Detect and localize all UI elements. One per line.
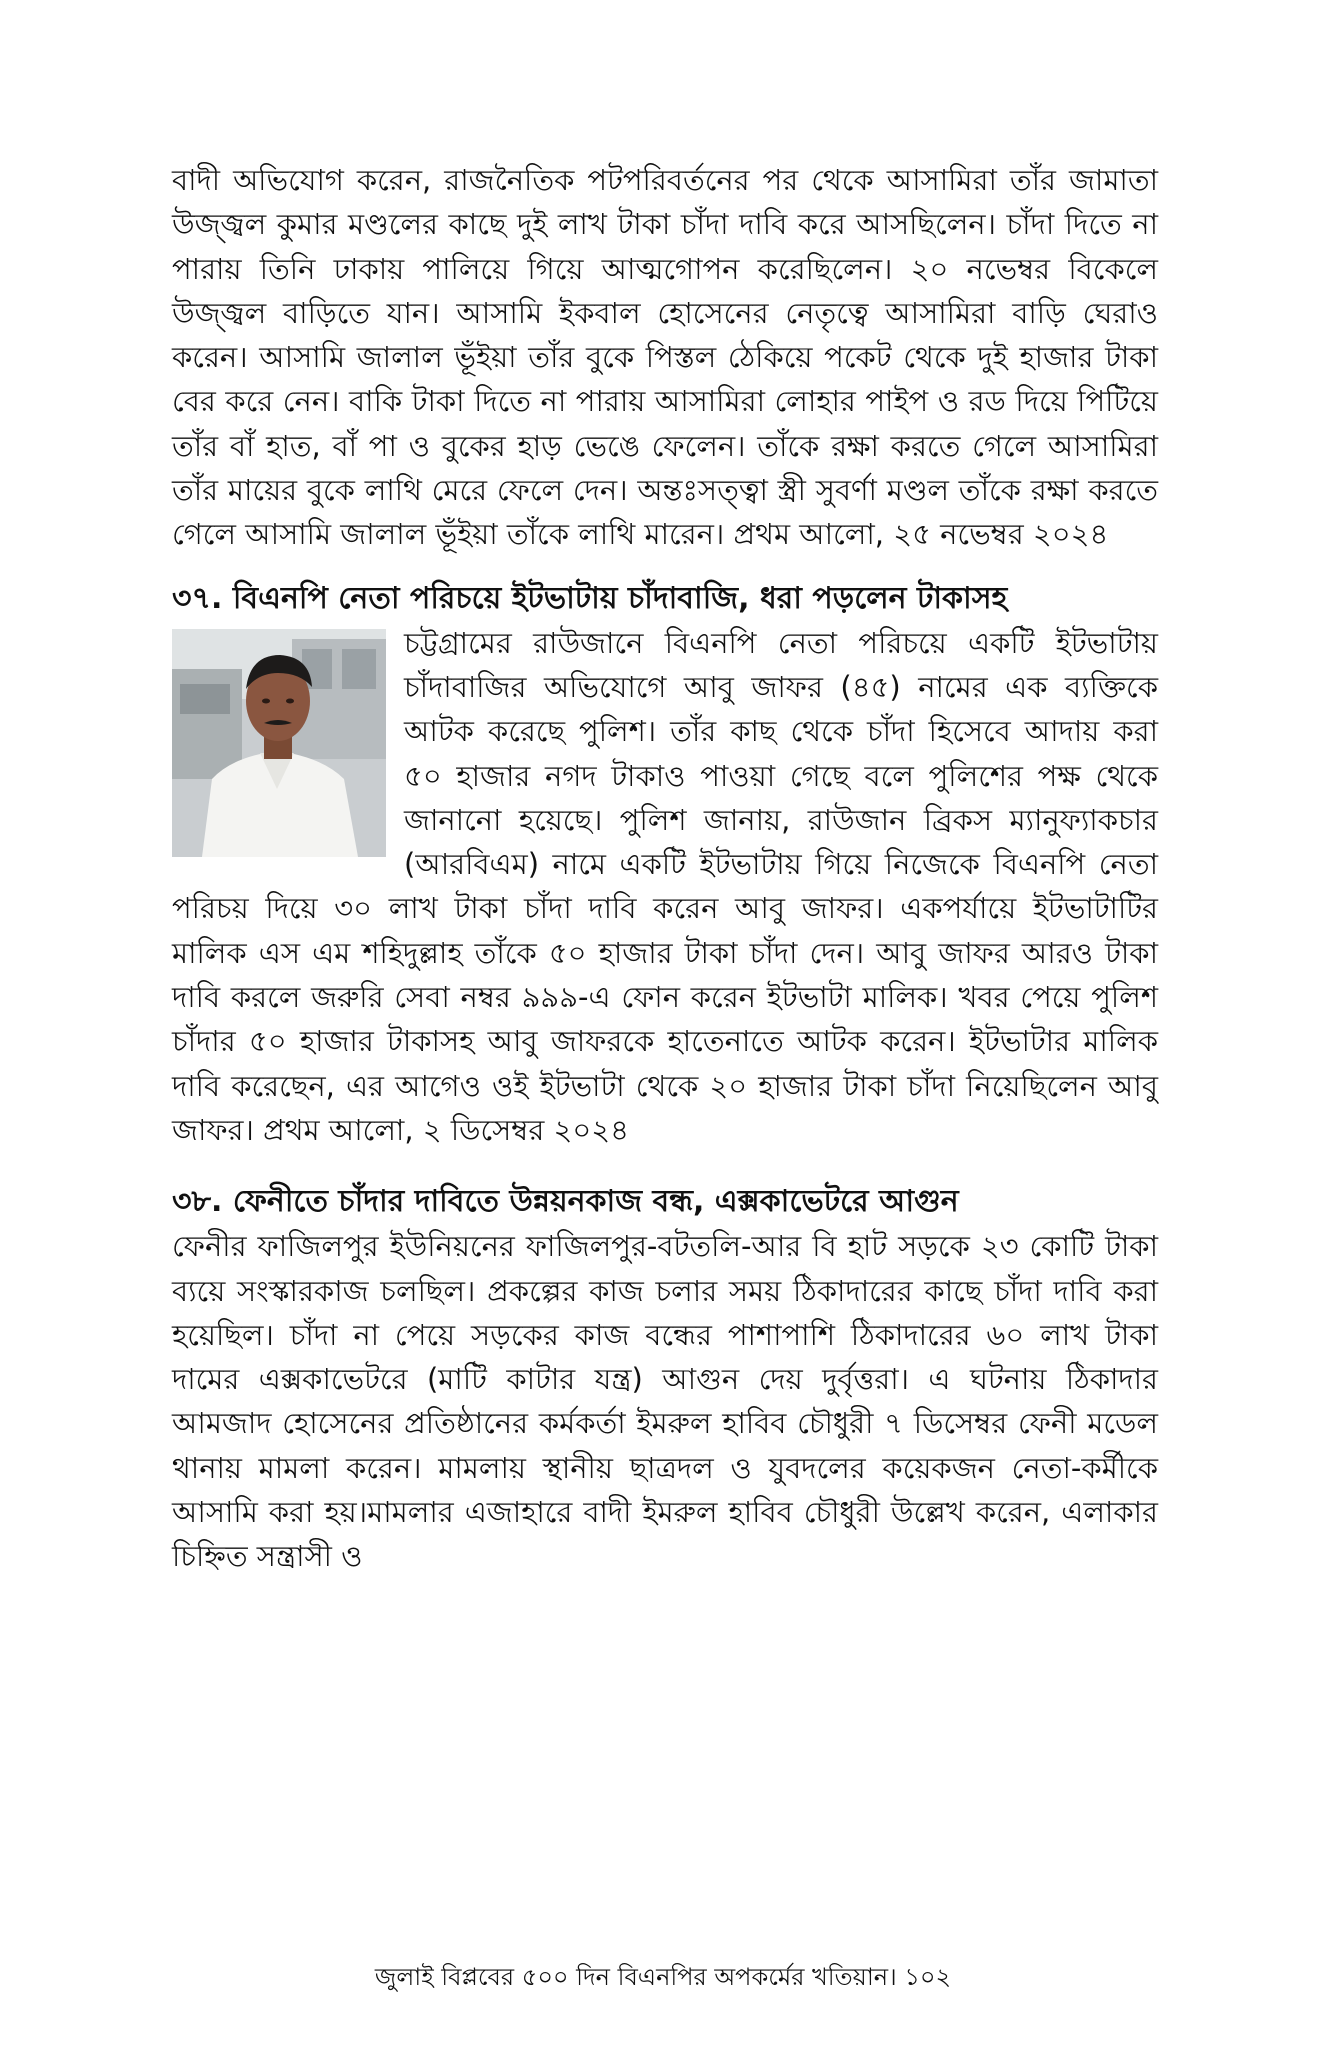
section-37-body: চট্টগ্রামের রাউজানে বিএনপি নেতা পরিচয়ে একটি ইটভাটায় চাঁদাবাজির অভিযোগে আবু জাফর (৪৫) নামের এক ব্যক্তিকে আটক করেছে পুলিশ। তাঁর কাছ থেকে চাঁদা হিসেবে আদায় করা ৫০ হাজার নগদ টাকাও পাওয়া গেছে বলে পুলিশের পক্ষ থেকে জানানো হয়েছে। পুলিশ জানায়, রাউজান ব্রিকস ম্যানুফ্যাকচার (আরবিএম) নামে একটি ইটভাটায় গিয়ে নিজেকে বিএনপি নেতা পরিচয় দিয়ে ৩০ লাখ টাকা চাঁদা দাবি করেন আবু জাফর। একপর্যায়ে ইটভাটাটির মালিক এস এম শহিদুল্লাহ তাঁকে ৫০ হাজার টাকা চাঁদা দেন। আবু জাফর আরও টাকা দাবি করলে জরুরি সেবা নম্বর ৯৯৯-এ ফোন করেন ইটভাটা মালিক। খবর পেয়ে পুলিশ চাঁদার ৫০ হাজার টাকাসহ আবু জাফরকে হাতেনাতে আটক করেন। ইটভাটার মালিক দাবি করেছেন, এর আগেও ওই ইটভাটা থেকে ২০ হাজার টাকা চাঁদা নিয়েছিলেন আবু জাফর। প্রথম আলো, ২ ডিসেম্বর ২০২৪ bbox=[172, 625, 1158, 1147]
section-38 bbox=[172, 1180, 1158, 1578]
portrait-photo bbox=[172, 629, 386, 857]
page-content bbox=[172, 158, 1158, 1579]
section-37-heading: ৩৭. বিএনপি নেতা পরিচয়ে ইটভাটায় চাঁদাবাজি, ধরা পড়লেন টাকাসহ bbox=[172, 580, 1008, 616]
section-38-body: ফেনীর ফাজিলপুর ইউনিয়নের ফাজিলপুর-বটতলি-আর বি হাট সড়কে ২৩ কোটি টাকা ব্যয়ে সংস্কারকাজ চলছিল। প্রকল্পের কাজ চলার সময় ঠিকাদারের কাছে চাঁদা দাবি করা হয়েছিল। চাঁদা না পেয়ে সড়কের কাজ বন্ধের পাশাপাশি ঠিকাদারের ৬০ লাখ টাকা দামের এক্সকাভেটরে (মাটি কাটার যন্ত্র) আগুন দেয় দুর্বৃত্তরা। এ ঘটনায় ঠিকাদার আমজাদ হোসেনের প্রতিষ্ঠানের কর্মকর্তা ইমরুল হাবিব চৌধুরী ৭ ডিসেম্বর ফেনী মডেল থানায় মামলা করেন। মামলায় স্থানীয় ছাত্রদল ও যুবদলের কয়েকজন নেতা-কর্মীকে আসামি করা হয়।মামলার এজাহারে বাদী ইমরুল হাবিব চৌধুরী উল্লেখ করেন, এলাকার চিহ্নিত সন্ত্রাসী ও bbox=[172, 1229, 1158, 1574]
section-38-heading: ৩৮. ফেনীতে চাঁদার দাবিতে উন্নয়নকাজ বন্ধ, এক্সকাভেটরে আগুন bbox=[172, 1184, 959, 1220]
intro-paragraph: বাদী অভিযোগ করেন, রাজনৈতিক পটপরিবর্তনের পর থেকে আসামিরা তাঁর জামাতা উজ্জ্বল কুমার মণ্ডলের কাছে দুই লাখ টাকা চাঁদা দাবি করে আসছিলেন। চাঁদা দিতে না পারায় তিনি ঢাকায় পালিয়ে গিয়ে আত্মগোপন করেছিলেন। ২০ নভেম্বর বিকেলে উজ্জ্বল বাড়িতে যান। আসামি ইকবাল হোসেনের নেতৃত্বে আসামিরা বাড়ি ঘেরাও করেন। আসামি জালাল ভূঁইয়া তাঁর বুকে পিস্তল ঠেকিয়ে পকেট থেকে দুই হাজার টাকা বের করে নেন। বাকি টাকা দিতে না পারায় আসামিরা লোহার পাইপ ও রড দিয়ে পিটিয়ে তাঁর বাঁ হাত, বাঁ পা ও বুকের হাড় ভেঙে ফেলেন। তাঁকে রক্ষা করতে গেলে আসামিরা তাঁর মায়ের বুকে লাথি মেরে ফেলে দেন। অন্তঃসত্ত্বা স্ত্রী সুবর্ণা মণ্ডল তাঁকে রক্ষা করতে গেলে আসামি জালাল ভূঁইয়া তাঁকে লাথি মারেন। প্রথম আলো, ২৫ নভেম্বর ২০২৪ bbox=[172, 163, 1158, 552]
page-footer: জুলাই বিপ্লবের ৫০০ দিন বিএনপির অপকর্মের খতিয়ান। ১০২ bbox=[374, 1963, 952, 1991]
section-37 bbox=[172, 577, 1158, 1153]
